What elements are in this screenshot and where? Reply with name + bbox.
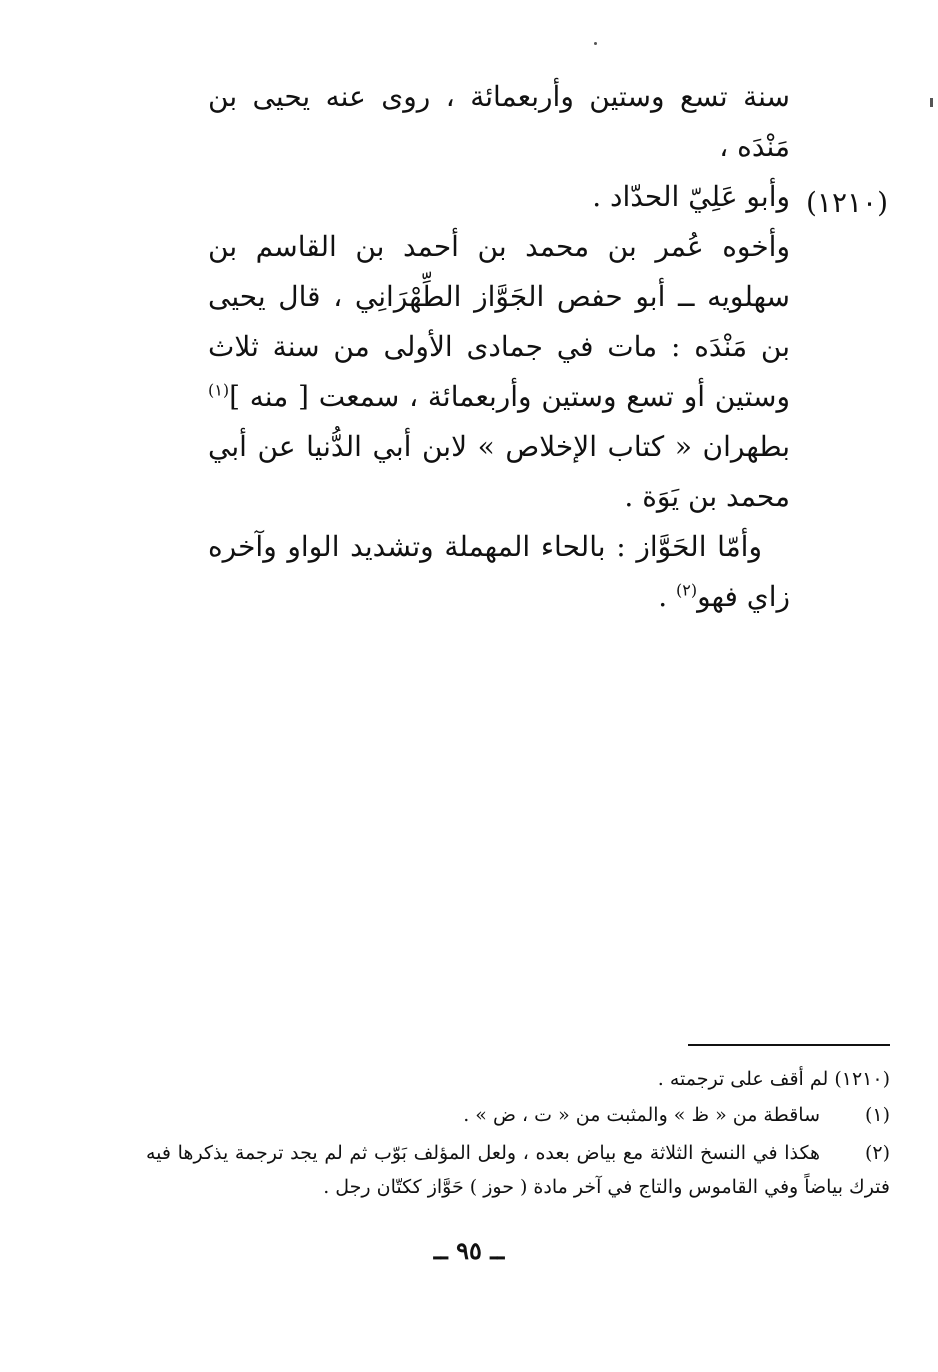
- footnote-divider: [688, 1044, 890, 1046]
- footnote-text: ساقطة من « ظ » والمثبت من « ت ، ض » .: [463, 1104, 820, 1126]
- biography-text-end: بطهران « كتاب الإخلاص » لابن أبي الدُّنيا عن أبي محمد بن يَوَة .: [208, 430, 790, 513]
- scan-speck: [594, 42, 597, 45]
- footnote-ref: (٢): [676, 580, 698, 600]
- main-text: [208, 72, 790, 622]
- entry-number: (١٢١٠): [805, 186, 888, 219]
- page-number: ــ ٩٥ ــ: [433, 1236, 505, 1265]
- footnote-number: (٢): [864, 1142, 890, 1164]
- note-text: وأمّا الحَوَّاز : بالحاء المهملة وتشديد الواو وآخره زاي فهو: [208, 530, 790, 613]
- footnote-ref: (١): [208, 380, 230, 400]
- footnote-number: (١): [864, 1104, 890, 1126]
- footnote-entry: (١٢١٠) لم أقف على ترجمته .: [657, 1068, 890, 1090]
- note-text-end: .: [658, 580, 677, 613]
- scan-speck: [930, 98, 933, 107]
- note-paragraph: [208, 522, 790, 622]
- footnote-text: هكذا في النسخ الثلاثة مع بياض بعده ، ولعل المؤلف بَوّب ثم لم يجد ترجمة يذكرها فيه فترك بياضاً وفي القاموس والتاج في آخر مادة ( حوز ) حَوَّاز ككتّان رجل .: [146, 1142, 890, 1198]
- biography-text: وأخوه عُمر بن محمد بن أحمد بن القاسم بن سهلويه ــ أبو حفص الجَوَّاز الطِّهْرَانِي ، قال يحيى بن مَنْدَه : مات في جمادى الأولى من سنة ثلاث وستين أو تسع وستين وأربعمائة ، سمعت [ منه ]: [208, 230, 791, 413]
- biography-paragraph: [208, 222, 790, 522]
- footnote-item: [146, 1136, 890, 1204]
- footnote-item: [463, 1098, 890, 1132]
- intro-line: سنة تسع وستين وأربعمائة ، روى عنه يحيى بن مَنْدَه ،: [208, 80, 790, 163]
- intro-line: وأبو عَلِيّ الحدّاد .: [592, 180, 790, 213]
